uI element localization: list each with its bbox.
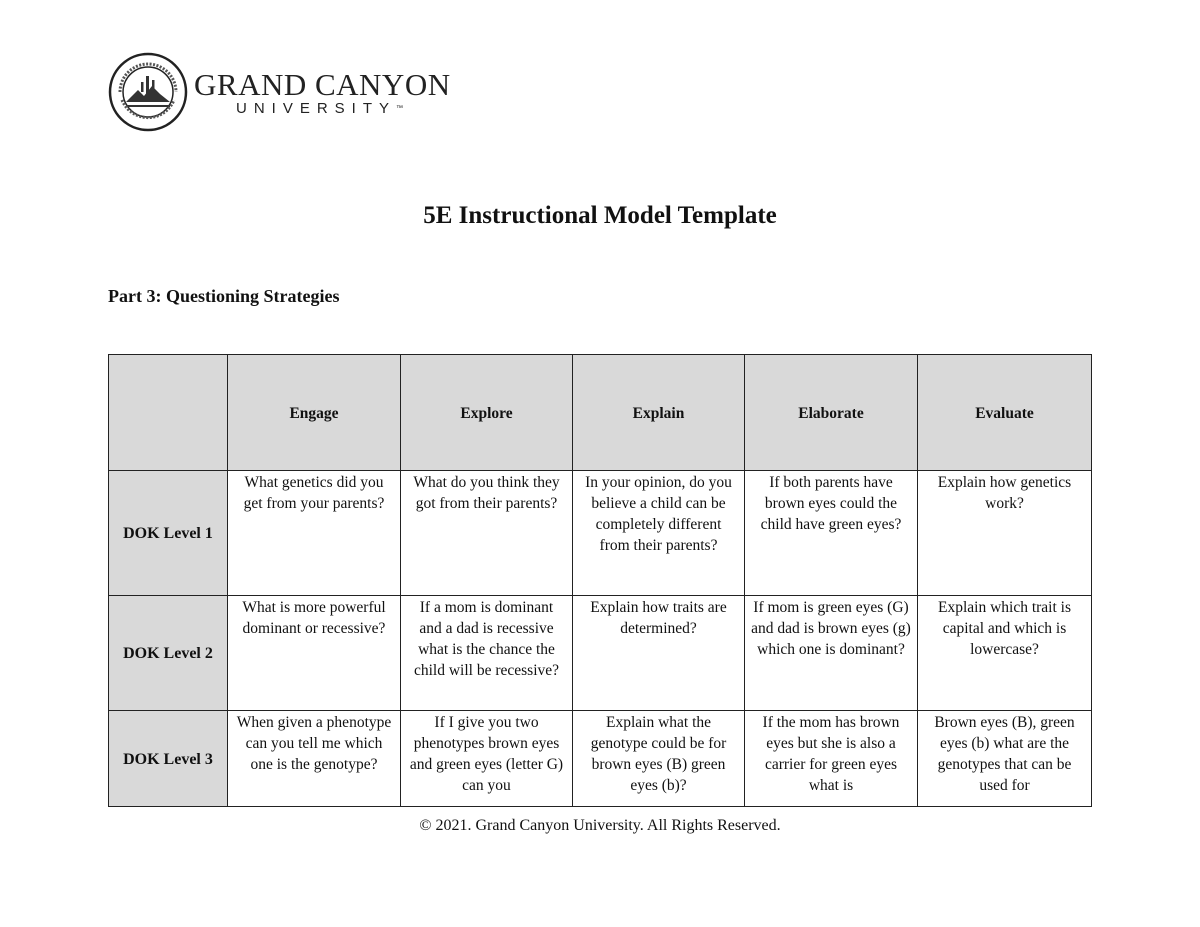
table-row bbox=[109, 471, 1092, 596]
wordmark-sub: UNIVERSITY™ bbox=[236, 100, 404, 117]
column-header-elaborate: Elaborate bbox=[745, 355, 918, 471]
column-header-engage: Engage bbox=[228, 355, 401, 471]
column-header-explore: Explore bbox=[401, 355, 573, 471]
table-cell: What do you think they got from their parents? bbox=[401, 471, 573, 596]
corner-cell bbox=[109, 355, 228, 471]
wordmark-name: GRAND CANYON bbox=[194, 67, 451, 102]
row-label-dok-3: DOK Level 3 bbox=[109, 711, 228, 807]
questioning-table bbox=[108, 354, 1092, 807]
table-cell: Explain what the genotype could be for brown eyes (B) green eyes (b)? bbox=[573, 711, 745, 807]
table-cell: What genetics did you get from your parents? bbox=[228, 471, 401, 596]
table-cell: If a mom is dominant and a dad is recessive what is the chance the child will be recessive? bbox=[401, 596, 573, 711]
table-cell: In your opinion, do you believe a child can be completely different from their parents? bbox=[573, 471, 745, 596]
table-cell: If the mom has brown eyes but she is also a carrier for green eyes what is bbox=[745, 711, 918, 807]
table-cell: When given a phenotype can you tell me which one is the genotype? bbox=[228, 711, 401, 807]
university-logo bbox=[108, 52, 451, 132]
table-cell: If I give you two phenotypes brown eyes and green eyes (letter G) can you bbox=[401, 711, 573, 807]
table-row bbox=[109, 596, 1092, 711]
university-seal-icon bbox=[108, 52, 188, 132]
university-wordmark bbox=[194, 69, 451, 117]
copyright-footer: © 2021. Grand Canyon University. All Rights Reserved. bbox=[419, 817, 781, 834]
table-cell: Explain how traits are determined? bbox=[573, 596, 745, 711]
part-heading: Part 3: Questioning Strategies bbox=[108, 286, 340, 306]
table-cell: Explain which trait is capital and which is lowercase? bbox=[918, 596, 1092, 711]
table-cell: Explain how genetics work? bbox=[918, 471, 1092, 596]
table-header-row bbox=[109, 355, 1092, 471]
table-cell: If mom is green eyes (G) and dad is brown eyes (g) which one is dominant? bbox=[745, 596, 918, 711]
table-cell: Brown eyes (B), green eyes (b) what are the genotypes that can be used for bbox=[918, 711, 1092, 807]
table-row bbox=[109, 711, 1092, 807]
column-header-evaluate: Evaluate bbox=[918, 355, 1092, 471]
column-header-explain: Explain bbox=[573, 355, 745, 471]
table-cell: What is more powerful dominant or recessive? bbox=[228, 596, 401, 711]
row-label-dok-2: DOK Level 2 bbox=[109, 596, 228, 711]
row-label-dok-1: DOK Level 1 bbox=[109, 471, 228, 596]
table-cell: If both parents have brown eyes could the child have green eyes? bbox=[745, 471, 918, 596]
document-title: 5E Instructional Model Template bbox=[423, 202, 777, 229]
